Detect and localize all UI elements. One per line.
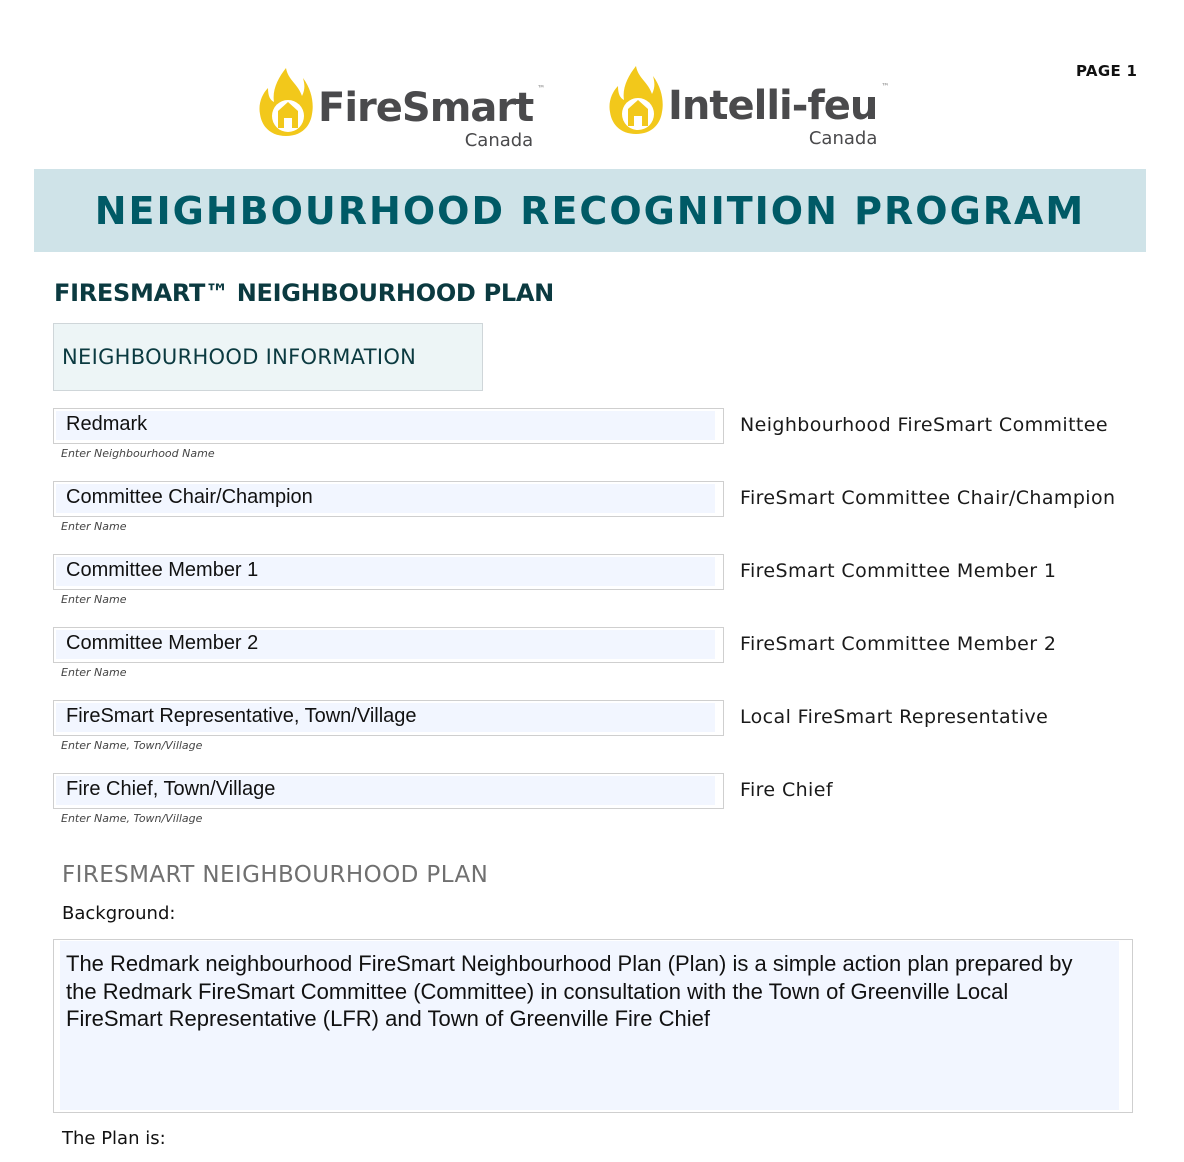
background-textarea[interactable]	[53, 939, 1133, 1113]
committee-member-1-field[interactable]	[53, 554, 724, 590]
section-title: FIRESMART™ NEIGHBOURHOOD PLAN	[54, 279, 554, 307]
field-value: Committee Chair/Champion	[66, 486, 313, 508]
info-header: NEIGHBOURHOOD INFORMATION	[62, 345, 417, 369]
field-hint: Enter Name, Town/Village	[61, 739, 203, 752]
flame-house-icon	[258, 66, 314, 138]
logo-country: Canada	[464, 130, 534, 151]
firesmart-representative-field[interactable]	[53, 700, 724, 736]
info-header-box	[53, 323, 483, 391]
field-hint: Enter Neighbourhood Name	[61, 447, 215, 460]
intelli-feu-logo	[608, 64, 890, 149]
field-hint: Enter Name	[61, 593, 127, 606]
field-value: FireSmart Representative, Town/Village	[66, 705, 417, 727]
background-label: Background:	[62, 903, 176, 924]
plan-is-label: The Plan is:	[62, 1128, 166, 1149]
firesmart-logo	[258, 66, 546, 151]
field-label: Local FireSmart Representative	[740, 706, 1049, 728]
field-label: FireSmart Committee Member 1	[740, 560, 1057, 582]
logo-country: Canada	[808, 128, 878, 149]
field-value: Fire Chief, Town/Village	[66, 778, 276, 800]
fire-chief-field[interactable]	[53, 773, 724, 809]
flame-house-icon	[608, 64, 664, 136]
trademark: ™	[537, 84, 546, 93]
field-hint: Enter Name, Town/Village	[61, 812, 203, 825]
field-label: FireSmart Committee Member 2	[740, 633, 1057, 655]
field-label: FireSmart Committee Chair/Champion	[740, 487, 1116, 509]
committee-member-2-field[interactable]	[53, 627, 724, 663]
field-label: Neighbourhood FireSmart Committee	[740, 414, 1108, 436]
field-value: Redmark	[66, 413, 148, 435]
field-hint: Enter Name	[61, 520, 127, 533]
page-number: PAGE 1	[1076, 62, 1138, 80]
intelli-feu-brand: Intelli-feu	[668, 83, 878, 129]
field-value: Committee Member 2	[66, 632, 259, 654]
trademark: ™	[881, 82, 890, 91]
neighbourhood-name-field[interactable]	[53, 408, 724, 444]
program-banner	[34, 169, 1146, 252]
plan-heading: FIRESMART NEIGHBOURHOOD PLAN	[62, 862, 489, 888]
field-hint: Enter Name	[61, 666, 127, 679]
field-label: Fire Chief	[740, 779, 833, 801]
field-value: Committee Member 1	[66, 559, 259, 581]
committee-chair-field[interactable]	[53, 481, 724, 517]
banner-title: NEIGHBOURHOOD RECOGNITION PROGRAM	[94, 188, 1086, 233]
firesmart-brand: FireSmart	[318, 85, 534, 131]
background-text: The Redmark neighbourhood FireSmart Neighbourhood Plan (Plan) is a simple action plan prepared by the Redmark FireSmart Committee (Committee) in consultation with the Town of Greenville Local FireSmart Representative (LFR) and Town of Greenville Fire Chief	[66, 951, 1073, 1031]
